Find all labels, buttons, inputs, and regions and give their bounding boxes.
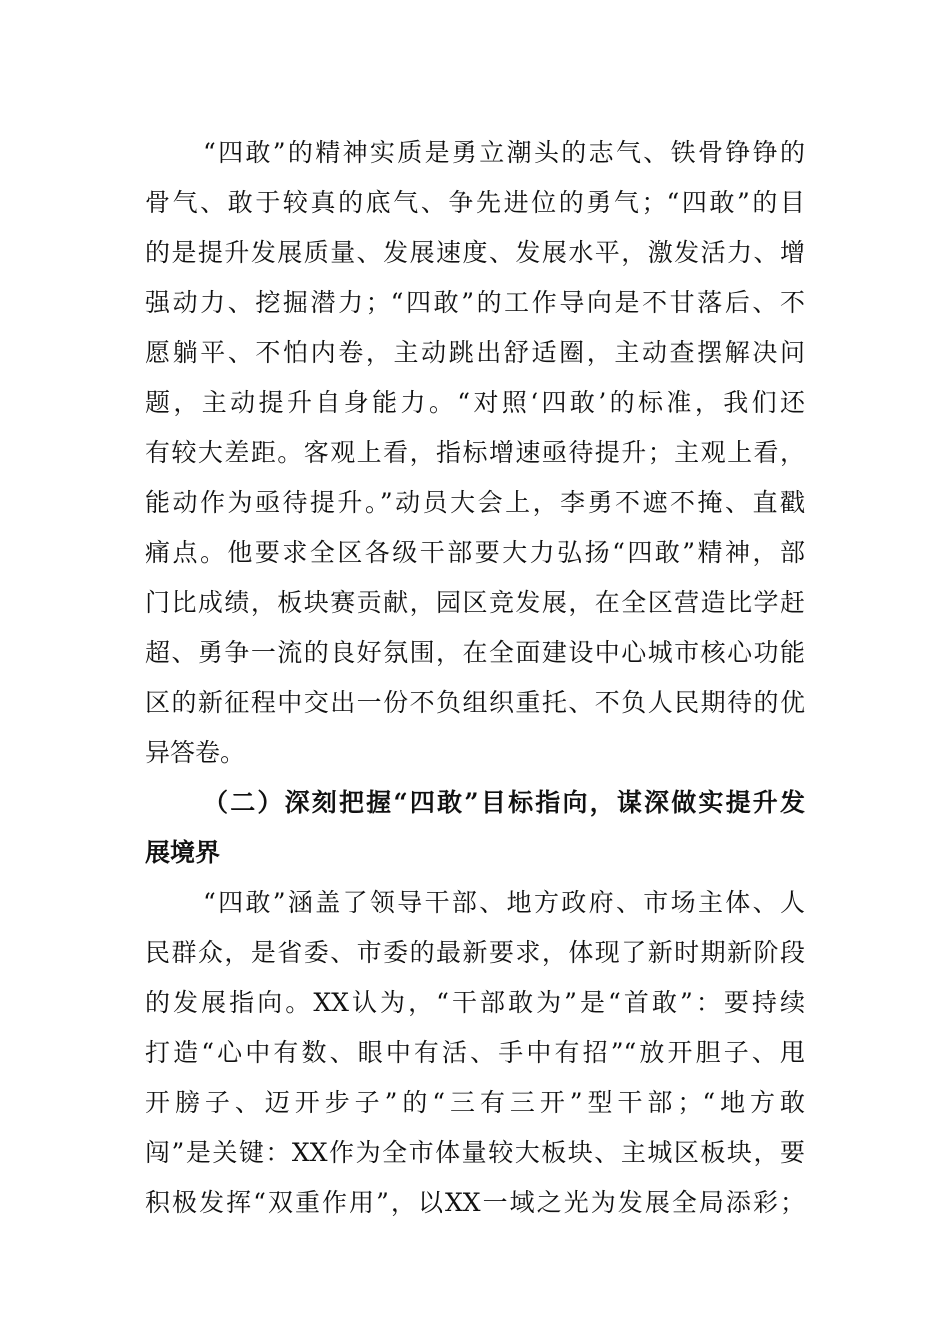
text-line: 异答卷。 [145,738,246,767]
text-line: 强动力、挖掘潜力；“四敢”的工作导向是不甘落后、不 [145,288,805,317]
text-line: 的是提升发展质量、发展速度、发展水平，激发活力、增 [145,238,805,267]
text-line: 题，主动提升自身能力。“对照‘四敢’的标准，我们还 [145,388,805,417]
text-line: 愿躺平、不怕内卷，主动跳出舒适圈，主动查摆解决问 [145,338,805,367]
text-line: 打造“心中有数、眼中有活、手中有招”“放开胆子、甩 [145,1038,805,1067]
text-line: 骨气、敢于较真的底气、争先进位的勇气；“四敢”的目 [145,188,805,217]
heading-line: 展境界 [145,838,221,867]
text-line: 积极发挥“双重作用”，以XX一域之光为发展全局添彩； [145,1188,805,1217]
text-line: 超、勇争一流的良好氛围，在全面建设中心城市核心功能 [145,638,805,667]
text-line: 民群众，是省委、市委的最新要求，体现了新时期新阶段 [145,938,805,967]
heading-line: （二）深刻把握“四敢”目标指向，谋深做实提升发 [203,788,805,817]
text-line: “四敢”涵盖了领导干部、地方政府、市场主体、人 [203,888,805,917]
text-line: 痛点。他要求全区各级干部要大力弘扬“四敢”精神，部 [145,538,805,567]
text-line: 有较大差距。客观上看，指标增速亟待提升；主观上看， [145,438,805,467]
text-line: 开膀子、迈开步子”的“三有三开”型干部；“地方敢 [145,1088,805,1117]
text-line: 的发展指向。XX认为，“干部敢为”是“首敢”：要持续 [145,988,805,1017]
text-line: “四敢”的精神实质是勇立潮头的志气、铁骨铮铮的 [203,138,805,167]
text-line: 门比成绩，板块赛贡献，园区竞发展，在全区营造比学赶 [145,588,805,617]
text-line: 闯”是关键：XX作为全市体量较大板块、主城区板块，要 [145,1138,805,1167]
text-line: 区的新征程中交出一份不负组织重托、不负人民期待的优 [145,688,805,717]
text-line: 能动作为亟待提升。”动员大会上，李勇不遮不掩、直戳 [145,488,805,517]
